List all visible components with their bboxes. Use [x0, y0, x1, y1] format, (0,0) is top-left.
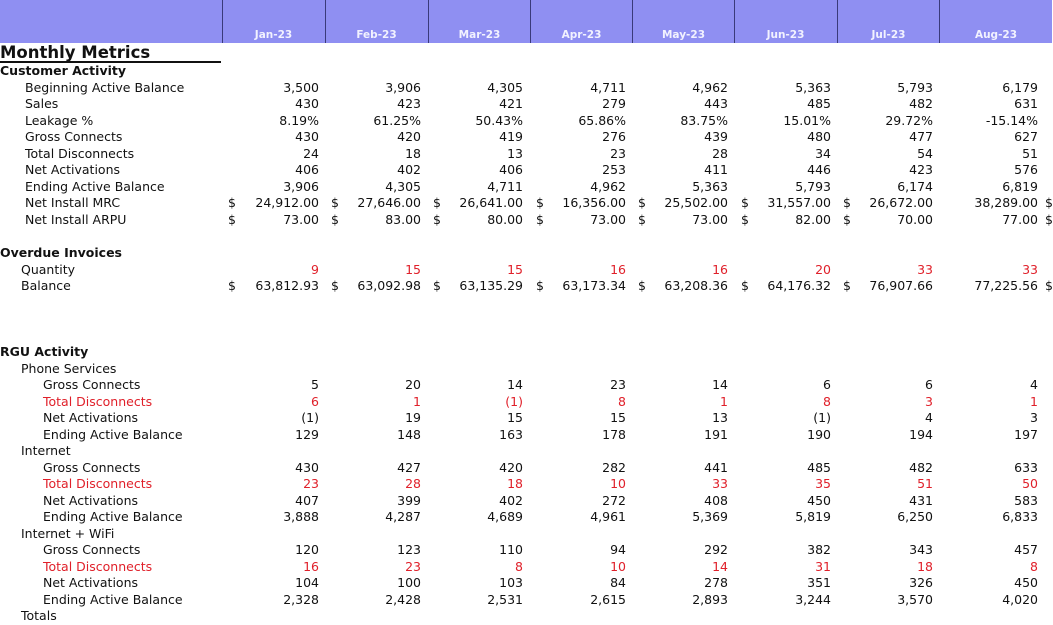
- cell-value[interactable]: 6,819: [1002, 178, 1038, 194]
- currency-symbol: $: [228, 195, 236, 210]
- currency-symbol: $: [228, 211, 236, 227]
- cell-value[interactable]: 61.25%: [373, 112, 421, 128]
- cell-value[interactable]: 73.00: [283, 211, 319, 227]
- cell-value[interactable]: 5,363: [692, 178, 728, 194]
- group-header-row[interactable]: [0, 526, 1052, 543]
- cell-value[interactable]: 282: [602, 459, 626, 475]
- cell-value[interactable]: 77.00: [1002, 211, 1038, 227]
- cell-value[interactable]: 94: [610, 542, 626, 557]
- cell-value[interactable]: 29.72%: [885, 112, 933, 128]
- month-header-may-23[interactable]: May-23: [632, 0, 734, 43]
- cell-value[interactable]: 24,912.00: [255, 195, 319, 210]
- section-title-overdue-invoices: Overdue Invoices: [0, 245, 122, 260]
- cell-value[interactable]: 20: [405, 377, 421, 392]
- currency-symbol: $: [1045, 195, 1053, 210]
- cell-value[interactable]: 25,502.00: [664, 195, 728, 210]
- cell-value[interactable]: 4,711: [487, 178, 523, 194]
- cell-value[interactable]: 50.43%: [475, 112, 523, 128]
- cell-value[interactable]: 35: [815, 476, 831, 491]
- cell-value[interactable]: 123: [397, 542, 421, 557]
- month-header-apr-23[interactable]: Apr-23: [530, 0, 632, 43]
- cell-value[interactable]: 420: [397, 129, 421, 144]
- cell-value[interactable]: 4,962: [692, 79, 728, 95]
- row-label: Beginning Active Balance: [25, 79, 185, 95]
- cell-value[interactable]: 5,363: [795, 79, 831, 95]
- cell-value[interactable]: 23: [303, 476, 319, 491]
- cell-value[interactable]: 6: [311, 393, 319, 409]
- cell-value[interactable]: 2,428: [385, 591, 421, 607]
- cell-value[interactable]: 2,531: [487, 591, 523, 607]
- cell-value[interactable]: 3,244: [795, 591, 831, 607]
- table-row[interactable]: [0, 377, 1052, 394]
- cell-value[interactable]: 292: [704, 542, 728, 557]
- cell-value[interactable]: 631: [1014, 96, 1038, 111]
- row-label: Leakage %: [25, 112, 94, 128]
- cell-value[interactable]: 441: [704, 459, 728, 475]
- cell-value[interactable]: 4,305: [385, 178, 421, 194]
- cell-value[interactable]: 16: [303, 558, 319, 574]
- cell-value[interactable]: 3,888: [283, 509, 319, 524]
- cell-value[interactable]: 16: [610, 261, 626, 277]
- cell-value[interactable]: 63,135.29: [459, 278, 523, 293]
- cell-value[interactable]: 1: [1030, 393, 1038, 409]
- cell-value[interactable]: 5,793: [897, 79, 933, 95]
- cell-value[interactable]: 4,962: [590, 178, 626, 194]
- cell-value[interactable]: (1): [813, 410, 831, 425]
- table-row[interactable]: [0, 542, 1052, 559]
- cell-value[interactable]: 15: [507, 410, 523, 425]
- row-label: Ending Active Balance: [43, 426, 183, 442]
- cell-value[interactable]: 26,672.00: [869, 195, 933, 210]
- currency-symbol: $: [741, 278, 749, 293]
- cell-value[interactable]: 28: [405, 476, 421, 491]
- currency-symbol: $: [433, 195, 441, 210]
- cell-value[interactable]: 163: [499, 426, 523, 442]
- cell-value[interactable]: 84: [610, 575, 626, 590]
- cell-value[interactable]: 18: [917, 558, 933, 574]
- cell-value[interactable]: 3,906: [385, 79, 421, 95]
- cell-value[interactable]: 6,250: [897, 509, 933, 524]
- cell-value[interactable]: 51: [917, 476, 933, 491]
- cell-value[interactable]: 8: [823, 393, 831, 409]
- cell-value[interactable]: 3: [1030, 410, 1038, 425]
- cell-value[interactable]: 5,819: [795, 509, 831, 524]
- table-row[interactable]: [0, 476, 1052, 493]
- cell-value[interactable]: 6: [823, 377, 831, 392]
- cell-value[interactable]: 480: [807, 129, 831, 144]
- cell-value[interactable]: 5,369: [692, 509, 728, 524]
- table-row[interactable]: [0, 575, 1052, 592]
- cell-value[interactable]: 3,500: [283, 79, 319, 95]
- cell-value[interactable]: 411: [704, 162, 728, 177]
- cell-value[interactable]: 482: [909, 96, 933, 111]
- cell-value[interactable]: 13: [712, 410, 728, 425]
- table-row[interactable]: [0, 460, 1052, 477]
- table-row[interactable]: [0, 394, 1052, 411]
- cell-value[interactable]: 4,711: [590, 79, 626, 95]
- cell-value[interactable]: (1): [505, 393, 523, 409]
- row-label: Gross Connects: [25, 129, 123, 144]
- cell-value[interactable]: 4: [1030, 377, 1038, 392]
- cell-value[interactable]: 430: [295, 129, 319, 144]
- cell-value[interactable]: 4,020: [1002, 591, 1038, 607]
- currency-symbol: $: [741, 211, 749, 227]
- currency-symbol: $: [536, 278, 544, 293]
- cell-value[interactable]: 129: [295, 426, 319, 442]
- row-label: Total Disconnects: [25, 145, 135, 161]
- cell-value[interactable]: 190: [807, 426, 831, 442]
- currency-symbol: $: [331, 195, 339, 210]
- currency-symbol: $: [433, 211, 441, 227]
- cell-value[interactable]: 33: [712, 476, 728, 491]
- table-row[interactable]: [0, 162, 1052, 179]
- currency-symbol: $: [741, 195, 749, 210]
- cell-value[interactable]: 2,328: [283, 591, 319, 607]
- row-label: Total Disconnects: [43, 393, 153, 409]
- cell-value[interactable]: 63,812.93: [255, 278, 319, 293]
- cell-value[interactable]: 382: [807, 542, 831, 557]
- cell-value[interactable]: 34: [815, 145, 831, 161]
- cell-value[interactable]: 576: [1014, 162, 1038, 177]
- row-label: Net Activations: [43, 410, 139, 425]
- cell-value[interactable]: 16: [712, 261, 728, 277]
- table-row[interactable]: [0, 113, 1052, 130]
- group-label: Internet + WiFi: [21, 525, 115, 541]
- cell-value[interactable]: 120: [295, 542, 319, 557]
- cell-value[interactable]: 627: [1014, 129, 1038, 144]
- cell-value[interactable]: 457: [1014, 542, 1038, 557]
- cell-value[interactable]: 33: [917, 261, 933, 277]
- cell-value[interactable]: 23: [610, 145, 626, 161]
- row-label: Net Activations: [43, 492, 139, 508]
- row-label: Sales: [25, 96, 59, 111]
- cell-value[interactable]: 19: [405, 410, 421, 425]
- row-label: Ending Active Balance: [43, 509, 183, 524]
- group-label: Totals: [21, 608, 57, 623]
- cell-value[interactable]: 279: [602, 96, 626, 111]
- cell-value[interactable]: 439: [704, 129, 728, 144]
- row-label: Balance: [21, 278, 71, 293]
- group-header-row[interactable]: [0, 443, 1052, 460]
- cell-value[interactable]: 450: [1014, 575, 1038, 590]
- cell-value[interactable]: 4,689: [487, 509, 523, 524]
- cell-value[interactable]: 3: [925, 393, 933, 409]
- cell-value[interactable]: 178: [602, 426, 626, 442]
- row-label: Total Disconnects: [43, 558, 153, 574]
- cell-value[interactable]: 20: [815, 261, 831, 277]
- cell-value[interactable]: 4,961: [590, 509, 626, 524]
- cell-value[interactable]: 26,641.00: [459, 195, 523, 210]
- cell-value[interactable]: 477: [909, 129, 933, 144]
- currency-symbol: $: [331, 278, 339, 293]
- cell-value[interactable]: 83.75%: [680, 112, 728, 128]
- currency-symbol: $: [843, 211, 851, 227]
- cell-value[interactable]: 100: [397, 575, 421, 590]
- section-header-row[interactable]: [0, 245, 1052, 262]
- cell-value[interactable]: 8.19%: [279, 112, 319, 128]
- cell-value[interactable]: 3,570: [897, 591, 933, 607]
- cell-value[interactable]: 5: [311, 377, 319, 392]
- currency-symbol: $: [1045, 211, 1053, 227]
- table-row[interactable]: [0, 278, 1052, 295]
- section-title-customer-activity: Customer Activity: [0, 63, 126, 78]
- currency-symbol: $: [536, 211, 544, 227]
- month-header-jan-23[interactable]: Jan-23: [222, 0, 324, 43]
- cell-value[interactable]: 15: [610, 410, 626, 425]
- cell-value[interactable]: 10: [610, 476, 626, 491]
- cell-value[interactable]: 430: [295, 459, 319, 475]
- cell-value[interactable]: 406: [295, 162, 319, 177]
- cell-value[interactable]: 31,557.00: [767, 195, 831, 210]
- cell-value[interactable]: 31: [815, 558, 831, 574]
- row-label: Net Install MRC: [25, 195, 121, 210]
- cell-value[interactable]: 197: [1014, 426, 1038, 442]
- cell-value[interactable]: 450: [807, 492, 831, 508]
- cell-value[interactable]: 6,833: [1002, 509, 1038, 524]
- cell-value[interactable]: 6: [925, 377, 933, 392]
- cell-value[interactable]: 76,907.66: [869, 278, 933, 293]
- cell-value[interactable]: 16,356.00: [562, 195, 626, 210]
- cell-value[interactable]: 148: [397, 426, 421, 442]
- currency-symbol: $: [843, 195, 851, 210]
- cell-value[interactable]: 33: [1022, 261, 1038, 277]
- cell-value[interactable]: 8: [618, 393, 626, 409]
- cell-value[interactable]: 6,174: [897, 178, 933, 194]
- cell-value[interactable]: 51: [1022, 145, 1038, 161]
- cell-value[interactable]: 3,906: [283, 178, 319, 194]
- cell-value[interactable]: 1: [413, 393, 421, 409]
- row-label: Ending Active Balance: [43, 591, 183, 607]
- table-row[interactable]: [0, 559, 1052, 576]
- cell-value[interactable]: 110: [499, 542, 523, 557]
- cell-value[interactable]: 402: [397, 162, 421, 177]
- cell-value[interactable]: 272: [602, 492, 626, 508]
- row-label: Gross Connects: [43, 377, 141, 392]
- cell-value[interactable]: 421: [499, 96, 523, 111]
- cell-value[interactable]: 6,179: [1002, 79, 1038, 95]
- cell-value[interactable]: 406: [499, 162, 523, 177]
- cell-value[interactable]: 430: [295, 96, 319, 111]
- cell-value[interactable]: 82.00: [795, 211, 831, 227]
- cell-value[interactable]: 77,225.56: [974, 278, 1038, 293]
- cell-value[interactable]: 9: [311, 261, 319, 277]
- cell-value[interactable]: 399: [397, 492, 421, 508]
- currency-symbol: $: [433, 278, 441, 293]
- cell-value[interactable]: 194: [909, 426, 933, 442]
- cell-value[interactable]: 18: [507, 476, 523, 491]
- currency-symbol: $: [638, 195, 646, 210]
- row-label: Net Activations: [25, 162, 121, 177]
- month-header-jul-23[interactable]: Jul-23: [837, 0, 939, 43]
- cell-value[interactable]: 423: [397, 96, 421, 111]
- table-row[interactable]: [0, 410, 1052, 427]
- row-label: Total Disconnects: [43, 476, 153, 491]
- cell-value[interactable]: 54: [917, 145, 933, 161]
- group-header-row[interactable]: [0, 608, 1052, 625]
- table-row[interactable]: [0, 262, 1052, 279]
- cell-value[interactable]: 38,289.00: [974, 195, 1038, 210]
- cell-value[interactable]: 23: [405, 558, 421, 574]
- cell-value[interactable]: 431: [909, 492, 933, 508]
- cell-value[interactable]: 485: [807, 459, 831, 475]
- cell-value[interactable]: 253: [602, 162, 626, 177]
- cell-value[interactable]: 420: [499, 459, 523, 475]
- month-header-mar-23[interactable]: Mar-23: [428, 0, 530, 43]
- cell-value[interactable]: 4,305: [487, 79, 523, 95]
- table-row[interactable]: [0, 80, 1052, 97]
- cell-value[interactable]: 27,646.00: [357, 195, 421, 210]
- sheet-title: Monthly Metrics: [0, 43, 221, 63]
- cell-value[interactable]: 5,793: [795, 178, 831, 194]
- cell-value[interactable]: 407: [295, 492, 319, 508]
- group-label: Phone Services: [21, 360, 117, 376]
- cell-value[interactable]: 482: [909, 459, 933, 475]
- cell-value[interactable]: 351: [807, 575, 831, 590]
- table-row[interactable]: [0, 96, 1052, 113]
- table-row[interactable]: [0, 592, 1052, 609]
- cell-value[interactable]: 2,893: [692, 591, 728, 607]
- currency-symbol: $: [638, 211, 646, 227]
- row-label: Quantity: [21, 261, 76, 277]
- cell-value[interactable]: 73.00: [692, 211, 728, 227]
- cell-value[interactable]: 4: [925, 410, 933, 425]
- currency-symbol: $: [638, 278, 646, 293]
- cell-value[interactable]: 278: [704, 575, 728, 590]
- cell-value[interactable]: 13: [507, 145, 523, 161]
- cell-value[interactable]: 4,287: [385, 509, 421, 524]
- table-row[interactable]: [0, 212, 1052, 229]
- row-label: Gross Connects: [43, 459, 141, 475]
- table-row[interactable]: [0, 179, 1052, 196]
- cell-value[interactable]: 23: [610, 377, 626, 392]
- cell-value[interactable]: 633: [1014, 459, 1038, 475]
- cell-value[interactable]: 63,173.34: [562, 278, 626, 293]
- cell-value[interactable]: 14: [712, 377, 728, 392]
- cell-value[interactable]: 276: [602, 129, 626, 144]
- currency-symbol: $: [843, 278, 851, 293]
- table-row[interactable]: [0, 493, 1052, 510]
- row-label: Gross Connects: [43, 542, 141, 557]
- currency-symbol: $: [331, 211, 339, 227]
- cell-value[interactable]: (1): [301, 410, 319, 425]
- group-label: Internet: [21, 443, 71, 458]
- cell-value[interactable]: 63,092.98: [357, 278, 421, 293]
- cell-value[interactable]: 65.86%: [578, 112, 626, 128]
- group-header-row[interactable]: [0, 361, 1052, 378]
- month-header-aug-23[interactable]: Aug-23: [939, 0, 1052, 43]
- cell-value[interactable]: 50: [1022, 476, 1038, 491]
- cell-value[interactable]: 583: [1014, 492, 1038, 508]
- table-row[interactable]: [0, 427, 1052, 444]
- row-label: Net Activations: [43, 575, 139, 590]
- cell-value[interactable]: 191: [704, 426, 728, 442]
- cell-value[interactable]: 8: [1030, 558, 1038, 574]
- table-row[interactable]: [0, 509, 1052, 526]
- cell-value[interactable]: 326: [909, 575, 933, 590]
- cell-value[interactable]: 24: [303, 145, 319, 161]
- currency-symbol: $: [1045, 278, 1053, 293]
- cell-value[interactable]: 73.00: [590, 211, 626, 227]
- cell-value[interactable]: 443: [704, 96, 728, 111]
- cell-value[interactable]: 103: [499, 575, 523, 590]
- cell-value[interactable]: 427: [397, 459, 421, 475]
- cell-value[interactable]: 408: [704, 492, 728, 508]
- month-header-feb-23[interactable]: Feb-23: [325, 0, 427, 43]
- cell-value[interactable]: 83.00: [385, 211, 421, 227]
- cell-value[interactable]: 423: [909, 162, 933, 177]
- cell-value[interactable]: 446: [807, 162, 831, 177]
- cell-value[interactable]: 18: [405, 145, 421, 161]
- cell-value[interactable]: 14: [712, 558, 728, 574]
- cell-value[interactable]: 402: [499, 492, 523, 508]
- cell-value[interactable]: 343: [909, 542, 933, 557]
- cell-value[interactable]: 64,176.32: [767, 278, 831, 293]
- row-label: Ending Active Balance: [25, 178, 165, 194]
- cell-value[interactable]: 1: [720, 393, 728, 409]
- cell-value[interactable]: 15: [405, 261, 421, 277]
- cell-value[interactable]: 70.00: [897, 211, 933, 227]
- row-label: Net Install ARPU: [25, 211, 127, 227]
- section-title-rgu-activity: RGU Activity: [0, 344, 89, 359]
- table-row[interactable]: [0, 195, 1052, 212]
- table-row[interactable]: [0, 129, 1052, 146]
- cell-value[interactable]: 15: [507, 261, 523, 277]
- cell-value[interactable]: -15.14%: [985, 112, 1038, 128]
- currency-symbol: $: [536, 195, 544, 210]
- cell-value[interactable]: 14: [507, 377, 523, 392]
- cell-value[interactable]: 2,615: [590, 591, 626, 607]
- cell-value[interactable]: 15.01%: [783, 112, 831, 128]
- cell-value[interactable]: 10: [610, 558, 626, 574]
- section-header-row[interactable]: [0, 63, 1052, 80]
- cell-value[interactable]: 104: [295, 575, 319, 590]
- cell-value[interactable]: 63,208.36: [664, 278, 728, 293]
- cell-value[interactable]: 28: [712, 145, 728, 161]
- cell-value[interactable]: 8: [515, 558, 523, 574]
- section-header-row[interactable]: [0, 344, 1052, 361]
- cell-value[interactable]: 485: [807, 96, 831, 111]
- month-header-jun-23[interactable]: Jun-23: [734, 0, 836, 43]
- table-row[interactable]: [0, 146, 1052, 163]
- cell-value[interactable]: 419: [499, 129, 523, 144]
- cell-value[interactable]: 80.00: [487, 211, 523, 227]
- currency-symbol: $: [228, 278, 236, 293]
